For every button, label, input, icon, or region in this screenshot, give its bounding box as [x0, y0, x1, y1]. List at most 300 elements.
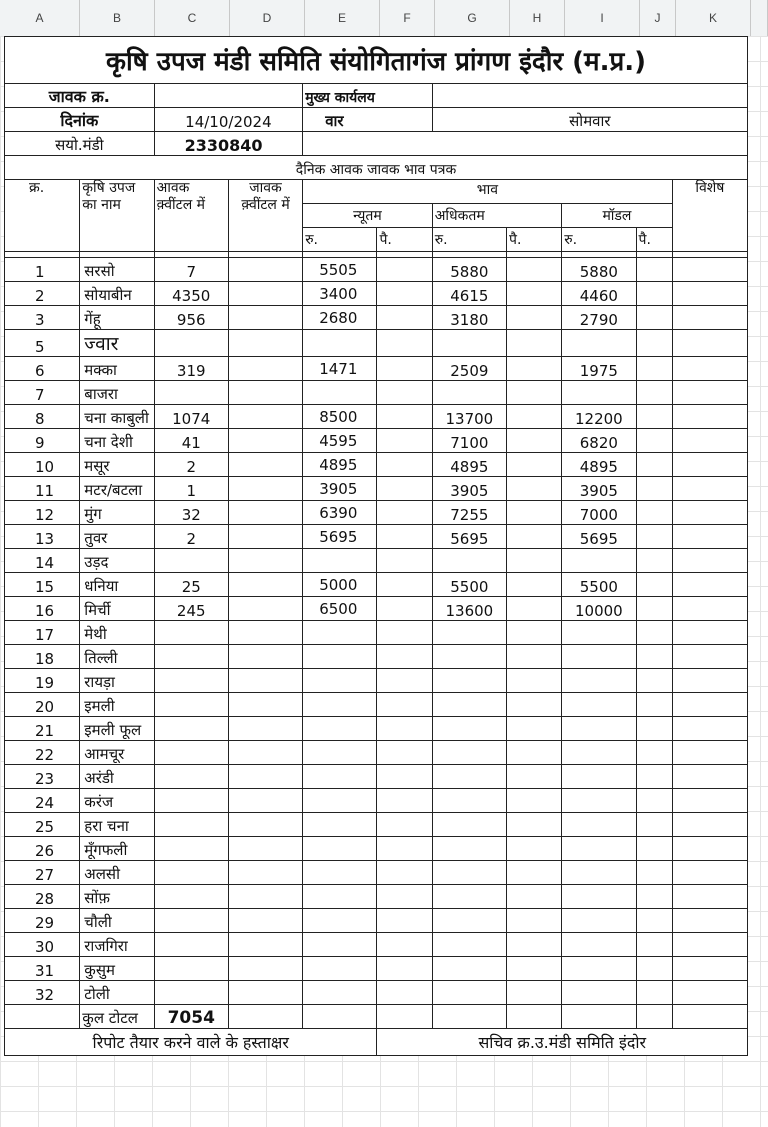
- office-value[interactable]: [432, 84, 747, 108]
- col-max-header[interactable]: अधिकतम: [432, 204, 562, 228]
- row-max-rs[interactable]: [432, 741, 506, 765]
- row-max-paise[interactable]: [507, 549, 562, 573]
- row-arrival[interactable]: 1074: [154, 405, 228, 429]
- row-arrival[interactable]: 25: [154, 573, 228, 597]
- row-max-rs[interactable]: [432, 789, 506, 813]
- row-modal-rs[interactable]: [562, 549, 636, 573]
- row-max-paise[interactable]: [507, 405, 562, 429]
- row-min-rs[interactable]: [303, 381, 377, 405]
- row-crop-name[interactable]: ज्वार: [80, 330, 154, 357]
- row-dispatch[interactable]: [228, 837, 302, 861]
- row-dispatch[interactable]: [228, 765, 302, 789]
- row-min-paise[interactable]: [377, 885, 432, 909]
- row-arrival[interactable]: 956: [154, 306, 228, 330]
- modal-paise-header[interactable]: पै.: [636, 228, 672, 252]
- row-min-rs[interactable]: [303, 861, 377, 885]
- row-max-rs[interactable]: [432, 837, 506, 861]
- row-sno[interactable]: 18: [5, 645, 80, 669]
- row-dispatch[interactable]: [228, 525, 302, 549]
- row-sno[interactable]: 21: [5, 717, 80, 741]
- row-max-rs[interactable]: [432, 693, 506, 717]
- row-min-rs[interactable]: [303, 909, 377, 933]
- row-sno[interactable]: 29: [5, 909, 80, 933]
- row-sno[interactable]: 17: [5, 621, 80, 645]
- row-max-paise[interactable]: [507, 741, 562, 765]
- mandi-value[interactable]: 2330840: [154, 132, 303, 156]
- row-special[interactable]: [672, 258, 747, 282]
- row-crop-name[interactable]: मुंग: [80, 501, 154, 525]
- row-crop-name[interactable]: आमचूर: [80, 741, 154, 765]
- column-header-e[interactable]: E: [305, 0, 380, 36]
- row-arrival[interactable]: 41: [154, 429, 228, 453]
- row-max-paise[interactable]: [507, 501, 562, 525]
- row-special[interactable]: [672, 306, 747, 330]
- row-dispatch[interactable]: [228, 789, 302, 813]
- row-min-paise[interactable]: [377, 282, 432, 306]
- row-min-paise[interactable]: [377, 357, 432, 381]
- row-max-paise[interactable]: [507, 429, 562, 453]
- row-min-paise[interactable]: [377, 573, 432, 597]
- row-max-rs[interactable]: [432, 813, 506, 837]
- row-modal-rs[interactable]: 4895: [562, 453, 636, 477]
- row-arrival[interactable]: [154, 381, 228, 405]
- col-dispatch-header[interactable]: जावक क़्वींटल में: [228, 180, 302, 252]
- row-dispatch[interactable]: [228, 885, 302, 909]
- row-modal-rs[interactable]: 4460: [562, 282, 636, 306]
- row-arrival[interactable]: [154, 789, 228, 813]
- row-sno[interactable]: 27: [5, 861, 80, 885]
- row-dispatch[interactable]: [228, 453, 302, 477]
- row-special[interactable]: [672, 453, 747, 477]
- row-max-paise[interactable]: [507, 282, 562, 306]
- col-crop-header[interactable]: कृषि उपज का नाम: [80, 180, 154, 252]
- row-max-rs[interactable]: [432, 717, 506, 741]
- row-min-paise[interactable]: [377, 549, 432, 573]
- row-max-paise[interactable]: [507, 885, 562, 909]
- row-min-paise[interactable]: [377, 789, 432, 813]
- row-modal-rs[interactable]: [562, 957, 636, 981]
- row-sno[interactable]: 15: [5, 573, 80, 597]
- row-sno[interactable]: 25: [5, 813, 80, 837]
- row-min-paise[interactable]: [377, 741, 432, 765]
- row-modal-paise[interactable]: [636, 549, 672, 573]
- row-max-rs[interactable]: [432, 330, 506, 357]
- row-min-rs[interactable]: 5000: [303, 573, 377, 597]
- row-arrival[interactable]: [154, 669, 228, 693]
- row-min-paise[interactable]: [377, 477, 432, 501]
- row-special[interactable]: [672, 501, 747, 525]
- row-crop-name[interactable]: मटर/बटला: [80, 477, 154, 501]
- row-modal-paise[interactable]: [636, 885, 672, 909]
- row-modal-rs[interactable]: [562, 789, 636, 813]
- row-max-rs[interactable]: [432, 909, 506, 933]
- date-label[interactable]: दिनांक: [5, 108, 155, 132]
- row-min-paise[interactable]: [377, 597, 432, 621]
- row-arrival[interactable]: [154, 837, 228, 861]
- row-arrival[interactable]: [154, 861, 228, 885]
- row-sno[interactable]: 23: [5, 765, 80, 789]
- row-max-paise[interactable]: [507, 933, 562, 957]
- row-modal-paise[interactable]: [636, 357, 672, 381]
- day-label[interactable]: वार: [303, 108, 433, 132]
- row-crop-name[interactable]: गेंहू: [80, 306, 154, 330]
- row-min-paise[interactable]: [377, 765, 432, 789]
- row-crop-name[interactable]: मक्का: [80, 357, 154, 381]
- row-arrival[interactable]: [154, 981, 228, 1005]
- row-max-paise[interactable]: [507, 306, 562, 330]
- row-modal-rs[interactable]: 1975: [562, 357, 636, 381]
- row-max-paise[interactable]: [507, 693, 562, 717]
- row-dispatch[interactable]: [228, 381, 302, 405]
- row-dispatch[interactable]: [228, 306, 302, 330]
- row-modal-paise[interactable]: [636, 957, 672, 981]
- row-sno[interactable]: 2: [5, 282, 80, 306]
- row-crop-name[interactable]: हरा चना: [80, 813, 154, 837]
- row-modal-rs[interactable]: [562, 909, 636, 933]
- row-dispatch[interactable]: [228, 669, 302, 693]
- mandi-label[interactable]: सयो.मंडी: [5, 132, 155, 156]
- column-header-c[interactable]: C: [155, 0, 230, 36]
- row-max-paise[interactable]: [507, 477, 562, 501]
- col-rate-header[interactable]: भाव: [303, 180, 672, 204]
- row-special[interactable]: [672, 957, 747, 981]
- row-crop-name[interactable]: तिल्ली: [80, 645, 154, 669]
- row-min-paise[interactable]: [377, 525, 432, 549]
- row-dispatch[interactable]: [228, 501, 302, 525]
- row-modal-paise[interactable]: [636, 861, 672, 885]
- row-arrival[interactable]: [154, 693, 228, 717]
- row-crop-name[interactable]: चना देशी: [80, 429, 154, 453]
- column-header-j[interactable]: J: [640, 0, 676, 36]
- row-sno[interactable]: 26: [5, 837, 80, 861]
- row-modal-rs[interactable]: [562, 765, 636, 789]
- row-arrival[interactable]: [154, 645, 228, 669]
- row-sno[interactable]: 16: [5, 597, 80, 621]
- row-crop-name[interactable]: इमली फूल: [80, 717, 154, 741]
- row-modal-paise[interactable]: [636, 741, 672, 765]
- office-label[interactable]: मुख्य कार्यलय: [303, 84, 433, 108]
- row-dispatch[interactable]: [228, 909, 302, 933]
- row-crop-name[interactable]: चना काबुली: [80, 405, 154, 429]
- row-min-rs[interactable]: [303, 717, 377, 741]
- row-max-paise[interactable]: [507, 258, 562, 282]
- row-crop-name[interactable]: अलसी: [80, 861, 154, 885]
- row-arrival[interactable]: 1: [154, 477, 228, 501]
- row-special[interactable]: [672, 405, 747, 429]
- row-modal-rs[interactable]: 3905: [562, 477, 636, 501]
- row-min-paise[interactable]: [377, 501, 432, 525]
- row-arrival[interactable]: 7: [154, 258, 228, 282]
- row-crop-name[interactable]: करंज: [80, 789, 154, 813]
- row-modal-rs[interactable]: [562, 861, 636, 885]
- column-header-b[interactable]: B: [80, 0, 155, 36]
- row-modal-rs[interactable]: 6820: [562, 429, 636, 453]
- row-modal-paise[interactable]: [636, 765, 672, 789]
- row-max-rs[interactable]: [432, 885, 506, 909]
- row-min-rs[interactable]: [303, 957, 377, 981]
- row-modal-rs[interactable]: [562, 381, 636, 405]
- row-modal-paise[interactable]: [636, 813, 672, 837]
- row-dispatch[interactable]: [228, 981, 302, 1005]
- row-min-paise[interactable]: [377, 429, 432, 453]
- row-max-paise[interactable]: [507, 525, 562, 549]
- row-special[interactable]: [672, 837, 747, 861]
- column-header-k[interactable]: K: [676, 0, 751, 36]
- total-value[interactable]: 7054: [154, 1005, 228, 1029]
- row-dispatch[interactable]: [228, 645, 302, 669]
- row-dispatch[interactable]: [228, 597, 302, 621]
- row-dispatch[interactable]: [228, 621, 302, 645]
- row-min-rs[interactable]: [303, 669, 377, 693]
- row-min-rs[interactable]: 5505: [303, 258, 377, 282]
- row-min-rs[interactable]: [303, 885, 377, 909]
- row-min-rs[interactable]: [303, 693, 377, 717]
- row-special[interactable]: [672, 573, 747, 597]
- row-dispatch[interactable]: [228, 813, 302, 837]
- row-crop-name[interactable]: कुसुम: [80, 957, 154, 981]
- row-max-paise[interactable]: [507, 789, 562, 813]
- row-crop-name[interactable]: मेथी: [80, 621, 154, 645]
- row-max-rs[interactable]: [432, 645, 506, 669]
- row-modal-paise[interactable]: [636, 330, 672, 357]
- row-special[interactable]: [672, 693, 747, 717]
- row-modal-paise[interactable]: [636, 477, 672, 501]
- row-crop-name[interactable]: उड़द: [80, 549, 154, 573]
- row-arrival[interactable]: 319: [154, 357, 228, 381]
- row-crop-name[interactable]: इमली: [80, 693, 154, 717]
- row-modal-rs[interactable]: [562, 741, 636, 765]
- col-special-header[interactable]: विशेष: [672, 180, 747, 252]
- row-crop-name[interactable]: मूँगफली: [80, 837, 154, 861]
- row-max-paise[interactable]: [507, 357, 562, 381]
- row-dispatch[interactable]: [228, 861, 302, 885]
- row-special[interactable]: [672, 741, 747, 765]
- row-modal-rs[interactable]: [562, 645, 636, 669]
- row-min-paise[interactable]: [377, 933, 432, 957]
- row-min-rs[interactable]: [303, 933, 377, 957]
- secretary-signature-label[interactable]: सचिव क्र.उ.मंडी समिति इंदोर: [377, 1029, 748, 1056]
- row-max-paise[interactable]: [507, 645, 562, 669]
- row-max-rs[interactable]: [432, 981, 506, 1005]
- row-min-rs[interactable]: [303, 621, 377, 645]
- row-sno[interactable]: 14: [5, 549, 80, 573]
- row-crop-name[interactable]: रायड़ा: [80, 669, 154, 693]
- row-max-rs[interactable]: 5880: [432, 258, 506, 282]
- row-min-paise[interactable]: [377, 813, 432, 837]
- row-crop-name[interactable]: राजगिरा: [80, 933, 154, 957]
- row-max-paise[interactable]: [507, 597, 562, 621]
- row-modal-rs[interactable]: [562, 837, 636, 861]
- row-min-rs[interactable]: [303, 330, 377, 357]
- row-max-rs[interactable]: 4895: [432, 453, 506, 477]
- row-max-paise[interactable]: [507, 453, 562, 477]
- row-modal-paise[interactable]: [636, 909, 672, 933]
- row-modal-rs[interactable]: [562, 717, 636, 741]
- row-min-paise[interactable]: [377, 405, 432, 429]
- row-special[interactable]: [672, 525, 747, 549]
- row-sno[interactable]: 22: [5, 741, 80, 765]
- row-modal-paise[interactable]: [636, 693, 672, 717]
- row-arrival[interactable]: 32: [154, 501, 228, 525]
- row-max-rs[interactable]: 3905: [432, 477, 506, 501]
- row-max-paise[interactable]: [507, 861, 562, 885]
- row-sno[interactable]: 10: [5, 453, 80, 477]
- row-arrival[interactable]: [154, 813, 228, 837]
- row-modal-paise[interactable]: [636, 573, 672, 597]
- row-min-rs[interactable]: [303, 813, 377, 837]
- row-dispatch[interactable]: [228, 693, 302, 717]
- column-header-g[interactable]: G: [435, 0, 510, 36]
- total-empty-cell[interactable]: [636, 1005, 672, 1029]
- row-dispatch[interactable]: [228, 957, 302, 981]
- row-modal-rs[interactable]: 7000: [562, 501, 636, 525]
- row-modal-paise[interactable]: [636, 621, 672, 645]
- row-arrival[interactable]: [154, 909, 228, 933]
- row-special[interactable]: [672, 789, 747, 813]
- row-min-paise[interactable]: [377, 453, 432, 477]
- row-sno[interactable]: 12: [5, 501, 80, 525]
- row-special[interactable]: [672, 669, 747, 693]
- column-header-d[interactable]: D: [230, 0, 305, 36]
- row-special[interactable]: [672, 330, 747, 357]
- row-min-rs[interactable]: 6390: [303, 501, 377, 525]
- col-arrival-header[interactable]: आवक क़्वींटल में: [154, 180, 228, 252]
- row-sno[interactable]: 6: [5, 357, 80, 381]
- row-modal-rs[interactable]: [562, 933, 636, 957]
- row-modal-paise[interactable]: [636, 429, 672, 453]
- row-special[interactable]: [672, 885, 747, 909]
- javak-label[interactable]: जावक क्र.: [5, 84, 155, 108]
- total-empty-cell[interactable]: [228, 1005, 302, 1029]
- row-modal-rs[interactable]: [562, 981, 636, 1005]
- row-max-paise[interactable]: [507, 669, 562, 693]
- row-modal-paise[interactable]: [636, 669, 672, 693]
- row-special[interactable]: [672, 381, 747, 405]
- row-min-rs[interactable]: [303, 741, 377, 765]
- row-sno[interactable]: 30: [5, 933, 80, 957]
- max-paise-header[interactable]: पै.: [507, 228, 562, 252]
- row-dispatch[interactable]: [228, 330, 302, 357]
- row-arrival[interactable]: [154, 957, 228, 981]
- row-min-paise[interactable]: [377, 645, 432, 669]
- row-special[interactable]: [672, 981, 747, 1005]
- row-arrival[interactable]: [154, 885, 228, 909]
- row-special[interactable]: [672, 621, 747, 645]
- row-arrival[interactable]: [154, 765, 228, 789]
- row-min-rs[interactable]: [303, 837, 377, 861]
- row-modal-rs[interactable]: [562, 621, 636, 645]
- row-min-rs[interactable]: 1471: [303, 357, 377, 381]
- row-max-paise[interactable]: [507, 765, 562, 789]
- row-max-rs[interactable]: 5695: [432, 525, 506, 549]
- row-max-paise[interactable]: [507, 621, 562, 645]
- row-special[interactable]: [672, 477, 747, 501]
- row-crop-name[interactable]: धनिया: [80, 573, 154, 597]
- row-arrival[interactable]: [154, 741, 228, 765]
- row-max-rs[interactable]: [432, 957, 506, 981]
- row-modal-paise[interactable]: [636, 597, 672, 621]
- row-crop-name[interactable]: सोयाबीन: [80, 282, 154, 306]
- row-max-rs[interactable]: 7255: [432, 501, 506, 525]
- total-empty-cell[interactable]: [507, 1005, 562, 1029]
- row-max-paise[interactable]: [507, 573, 562, 597]
- day-value[interactable]: सोमवार: [432, 108, 747, 132]
- row-min-rs[interactable]: 3905: [303, 477, 377, 501]
- row-sno[interactable]: 9: [5, 429, 80, 453]
- row-dispatch[interactable]: [228, 477, 302, 501]
- row-modal-rs[interactable]: 12200: [562, 405, 636, 429]
- row-sno[interactable]: 13: [5, 525, 80, 549]
- sheet-subtitle[interactable]: दैनिक आवक जावक भाव पत्रक: [5, 156, 748, 180]
- row-modal-rs[interactable]: [562, 693, 636, 717]
- row-crop-name[interactable]: मसूर: [80, 453, 154, 477]
- row-max-paise[interactable]: [507, 957, 562, 981]
- row-arrival[interactable]: [154, 717, 228, 741]
- row-modal-paise[interactable]: [636, 789, 672, 813]
- row-max-paise[interactable]: [507, 981, 562, 1005]
- row-dispatch[interactable]: [228, 282, 302, 306]
- row-sno[interactable]: 5: [5, 330, 80, 357]
- row-min-rs[interactable]: [303, 645, 377, 669]
- row-crop-name[interactable]: तुवर: [80, 525, 154, 549]
- row-min-paise[interactable]: [377, 837, 432, 861]
- row-modal-rs[interactable]: [562, 813, 636, 837]
- row-special[interactable]: [672, 645, 747, 669]
- row-max-paise[interactable]: [507, 381, 562, 405]
- row-max-rs[interactable]: [432, 933, 506, 957]
- row-min-rs[interactable]: 5695: [303, 525, 377, 549]
- row-special[interactable]: [672, 933, 747, 957]
- row-min-paise[interactable]: [377, 693, 432, 717]
- row-min-rs[interactable]: 2680: [303, 306, 377, 330]
- row-dispatch[interactable]: [228, 405, 302, 429]
- row-dispatch[interactable]: [228, 549, 302, 573]
- row-special[interactable]: [672, 909, 747, 933]
- column-header-a[interactable]: A: [0, 0, 80, 36]
- row-max-rs[interactable]: 5500: [432, 573, 506, 597]
- row-modal-rs[interactable]: [562, 669, 636, 693]
- row-special[interactable]: [672, 549, 747, 573]
- row-modal-rs[interactable]: 5880: [562, 258, 636, 282]
- row-arrival[interactable]: 4350: [154, 282, 228, 306]
- row-special[interactable]: [672, 429, 747, 453]
- modal-rs-header[interactable]: रु.: [562, 228, 636, 252]
- row-max-rs[interactable]: 3180: [432, 306, 506, 330]
- row-max-paise[interactable]: [507, 813, 562, 837]
- row-modal-paise[interactable]: [636, 717, 672, 741]
- mandi-blank[interactable]: [303, 132, 748, 156]
- row-modal-rs[interactable]: 5500: [562, 573, 636, 597]
- total-blank[interactable]: [5, 1005, 80, 1029]
- row-modal-paise[interactable]: [636, 381, 672, 405]
- row-max-rs[interactable]: [432, 669, 506, 693]
- row-sno[interactable]: 11: [5, 477, 80, 501]
- min-rs-header[interactable]: रु.: [303, 228, 377, 252]
- row-modal-paise[interactable]: [636, 933, 672, 957]
- row-special[interactable]: [672, 597, 747, 621]
- column-header-h[interactable]: H: [510, 0, 565, 36]
- row-special[interactable]: [672, 861, 747, 885]
- row-min-rs[interactable]: 3400: [303, 282, 377, 306]
- col-min-header[interactable]: न्यूतम: [303, 204, 433, 228]
- row-min-paise[interactable]: [377, 957, 432, 981]
- row-dispatch[interactable]: [228, 741, 302, 765]
- row-max-paise[interactable]: [507, 837, 562, 861]
- row-min-paise[interactable]: [377, 330, 432, 357]
- row-min-paise[interactable]: [377, 909, 432, 933]
- row-max-paise[interactable]: [507, 330, 562, 357]
- row-max-rs[interactable]: [432, 549, 506, 573]
